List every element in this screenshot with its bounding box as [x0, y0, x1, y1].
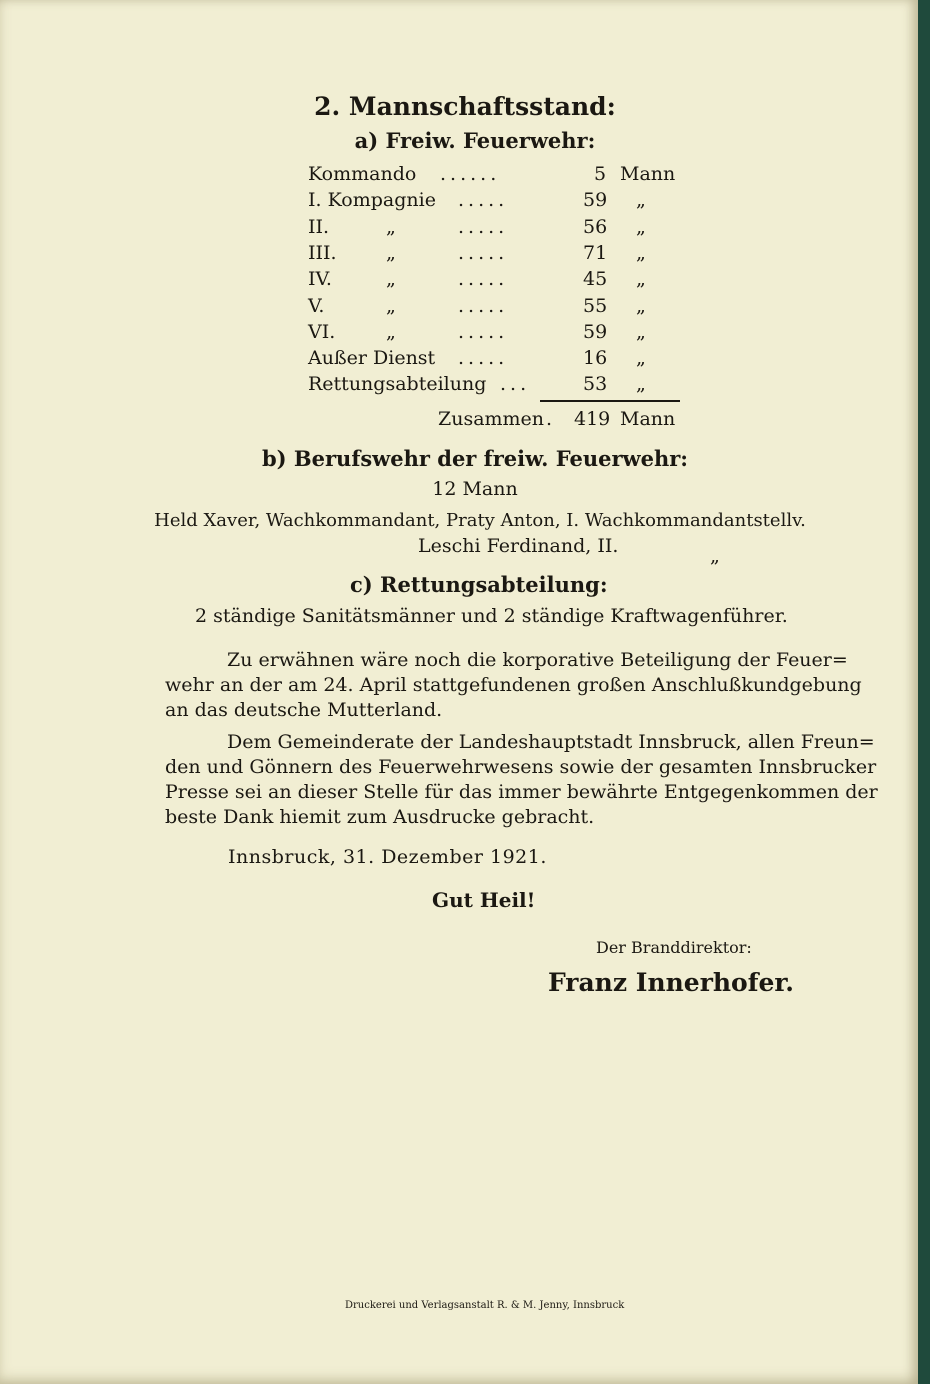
row-dots: .....: [458, 241, 509, 264]
signature-name: Franz Innerhofer.: [548, 968, 794, 997]
subsection-b-line1: Held Xaver, Wachkommandant, Praty Anton, I. Wachkommandantstellv.: [154, 510, 806, 531]
row-ditto-mark: „: [386, 320, 396, 343]
row-unit: „: [636, 320, 646, 343]
row-dots: .....: [458, 294, 509, 317]
row-unit: „: [636, 373, 646, 396]
paragraph-2-line: Dem Gemeinderate der Landeshauptstadt Innsbruck, allen Freun=: [227, 731, 875, 753]
row-dots: .....: [458, 268, 509, 291]
row-label: III.: [308, 241, 337, 264]
row-unit: Mann: [620, 163, 676, 185]
row-value: 59: [583, 320, 608, 343]
row-dots: .....: [458, 320, 509, 343]
row-unit: „: [636, 189, 646, 212]
subsection-b-ditto: „: [710, 545, 720, 567]
row-value: 55: [583, 294, 608, 317]
subsection-b-heading: b) Berufswehr der freiw. Feuerwehr:: [261, 446, 689, 471]
subsection-b-count: 12 Mann: [432, 478, 518, 500]
row-value: 5: [594, 163, 607, 185]
row-label: Kommando: [308, 163, 417, 185]
paragraph-2-line: den und Gönnern des Feuerwehrwesens sowie der gesamten Innsbrucker: [165, 756, 877, 778]
row-value: 45: [583, 268, 608, 291]
row-label: VI.: [308, 320, 336, 343]
subsection-c-heading: c) Rettungsabteilung:: [350, 572, 608, 597]
row-value: 56: [583, 215, 608, 238]
greeting: Gut Heil!: [432, 888, 536, 912]
signature-role: Der Branddirektor:: [596, 938, 752, 957]
row-dots: .....: [458, 347, 509, 370]
row-ditto-mark: „: [386, 294, 396, 317]
total-label: Zusammen: [438, 408, 545, 430]
row-unit: „: [636, 347, 646, 370]
row-label: I. Kompagnie: [308, 189, 436, 212]
row-dots: ...: [500, 373, 531, 396]
row-ditto-mark: „: [386, 268, 396, 291]
row-label: Rettungsabteilung: [308, 373, 487, 396]
row-value: 59: [583, 189, 608, 212]
row-dots: .....: [458, 189, 509, 212]
row-unit: „: [636, 241, 646, 264]
total-unit: Mann: [620, 408, 676, 430]
row-label: Außer Dienst: [308, 347, 436, 370]
total-dots: .: [546, 408, 557, 430]
row-unit: „: [636, 294, 646, 317]
row-unit: „: [636, 268, 646, 291]
subsection-a-heading: a) Freiw. Feuerwehr:: [354, 128, 596, 153]
row-unit: „: [636, 215, 646, 238]
row-label: IV.: [308, 268, 332, 291]
row-value: 53: [583, 373, 608, 396]
paragraph-2: [165, 730, 878, 830]
paragraph-2-line: beste Dank hiemit zum Ausdrucke gebracht.: [165, 806, 595, 828]
paragraph-1: [165, 648, 862, 723]
row-value: 71: [583, 241, 608, 264]
row-value: 16: [583, 347, 608, 370]
row-label: V.: [308, 294, 325, 317]
total-value: 419: [574, 408, 611, 430]
subsection-c-text: 2 ständige Sanitätsmänner und 2 ständige Kraftwagenführer.: [195, 605, 788, 627]
printer-imprint: Druckerei und Verlagsanstalt R. & M. Jenny, Innsbruck: [345, 1300, 625, 1311]
row-ditto-mark: „: [386, 215, 396, 238]
row-ditto-mark: „: [386, 241, 396, 264]
paragraph-1-line: Zu erwähnen wäre noch die korporative Beteiligung der Feuer=: [227, 649, 848, 671]
row-dots: ......: [440, 163, 501, 185]
row-label: II.: [308, 215, 330, 238]
row-dots: .....: [458, 215, 509, 238]
paragraph-1-line: an das deutsche Mutterland.: [165, 699, 443, 721]
section-title: 2. Mannschaftsstand:: [314, 92, 616, 121]
sum-rule: [540, 400, 680, 402]
place-date: Innsbruck, 31. Dezember 1921.: [228, 846, 547, 868]
subsection-b-line2: Leschi Ferdinand, II.: [418, 535, 619, 557]
paragraph-1-line: wehr an der am 24. April stattgefundenen großen Anschlußkundgebung: [165, 674, 862, 696]
paragraph-2-line: Presse sei an dieser Stelle für das immer bewährte Entgegenkommen der: [165, 781, 878, 803]
